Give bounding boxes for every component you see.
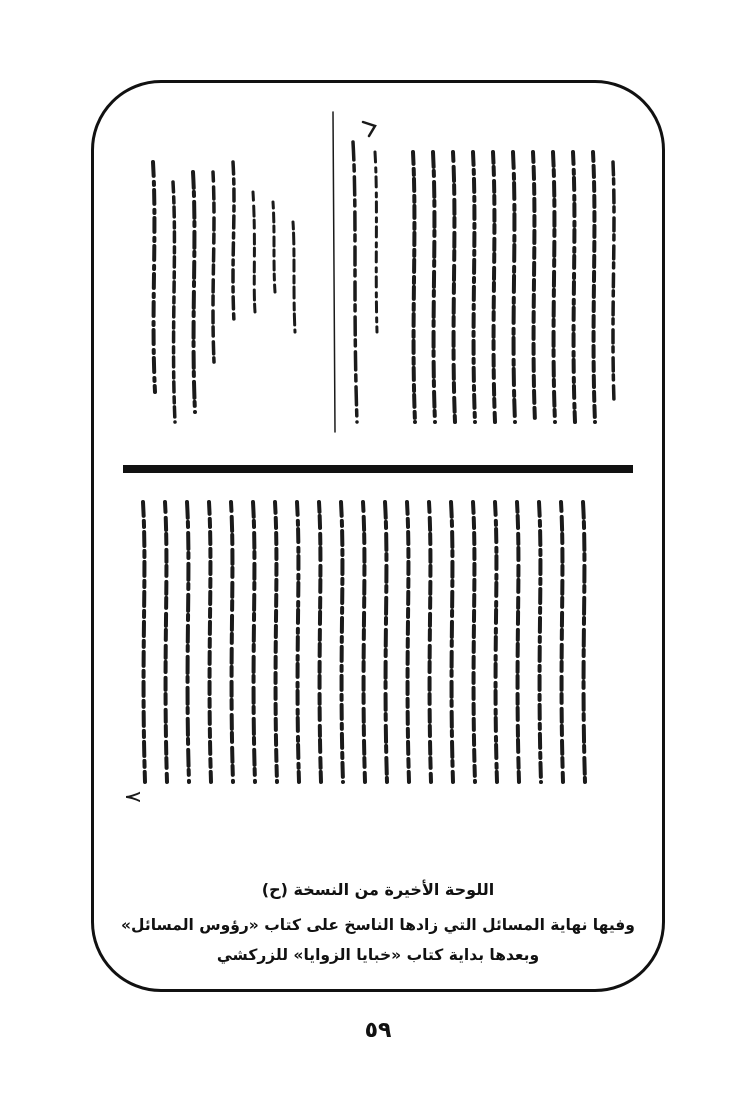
caption-line-2: وبعدها بداية كتاب «خبايا الزوايا» للزركشي bbox=[216, 946, 540, 964]
separator-bar bbox=[123, 465, 633, 473]
upper-leaf bbox=[153, 112, 614, 432]
caption-line-1: وفيها نهاية المسائل التي زادها الناسخ على كتاب «رؤوس المسائل» bbox=[121, 916, 635, 934]
page-number: ٥٩ bbox=[364, 1018, 392, 1043]
manuscript-scan bbox=[113, 92, 643, 872]
manuscript-image bbox=[113, 92, 643, 872]
lower-leaf bbox=[143, 502, 585, 782]
caption-title: اللوحة الأخيرة من النسخة (ح) bbox=[261, 880, 495, 899]
corner-mark: ٧ bbox=[120, 791, 145, 803]
